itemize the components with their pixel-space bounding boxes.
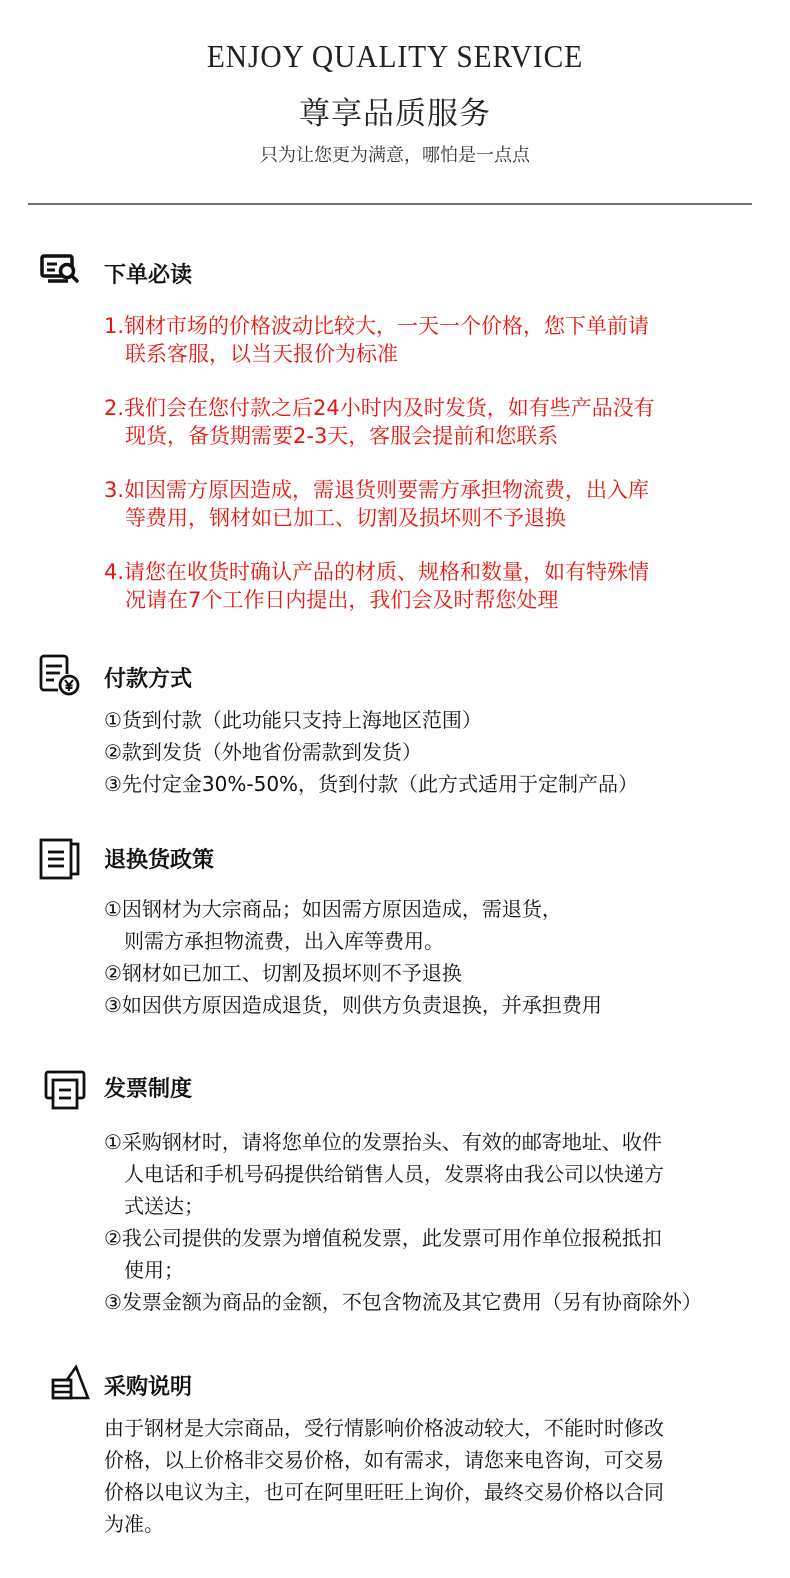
notice-item-3 (104, 476, 655, 532)
payment-option-3: ③先付定金30%-50%，货到付款（此方式适用于定制产品） (104, 772, 639, 796)
payment-option-2: ②款到发货（外地省份需款到发货） (104, 740, 422, 764)
section-title: 下单必读 (104, 263, 193, 288)
invoice-line: ③发票金额为商品的金额，不包含物流及其它费用（另有协商除外） (104, 1290, 702, 1314)
invoice-line: ②我公司提供的发票为增值税发票，此发票可用作单位报税抵扣 (104, 1226, 662, 1250)
invoice-line: 使用； (124, 1258, 184, 1282)
notice-item-2 (104, 394, 655, 450)
section-header (0, 1364, 790, 1404)
bill-yuan-icon (38, 654, 82, 698)
purchase-note-line: 由于钢材是大宗商品，受行情影响价格波动较大，不能时时修改 (104, 1416, 664, 1440)
invoice-line: 人电话和手机号码提供给销售人员，发票将由我公司以快递方 (124, 1162, 664, 1186)
notice-line: 况请在7个工作日内提出，我们会及时帮您处理 (125, 588, 559, 612)
notice-line: 3.如因需方原因造成，需退货则要需方承担物流费，出入库 (104, 478, 650, 502)
section-header (0, 1068, 790, 1108)
section-body (104, 893, 602, 1021)
section-title: 退换货政策 (104, 848, 215, 873)
notice-line: 2.我们会在您付款之后24小时内及时发货，如有些产品没有 (104, 396, 655, 420)
document-list-icon (38, 837, 82, 881)
header-title-en: ENJOY QUALITY SERVICE (206, 38, 584, 74)
purchase-note-line: 价格，以上价格非交易价格，如有需求，请您来电咨询，可交易 (104, 1448, 664, 1472)
purchase-note-line: 价格以电议为主，也可在阿里旺旺上询价，最终交易价格以合同 (104, 1480, 664, 1504)
section-body (104, 704, 638, 800)
section-title: 付款方式 (104, 667, 193, 692)
section-body (104, 1126, 702, 1318)
invoice-printer-icon (42, 1068, 86, 1112)
return-policy-line: ②钢材如已加工、切割及损坏则不予退换 (104, 961, 462, 985)
section-title: 采购说明 (104, 1375, 193, 1400)
return-policy-line: 则需方承担物流费，出入库等费用。 (124, 929, 444, 953)
section-body (104, 1412, 664, 1540)
return-policy-line: ①因钢材为大宗商品；如因需方原因造成，需退货， (104, 897, 562, 921)
header-subtitle: 只为让您更为满意，哪怕是一点点 (260, 145, 530, 166)
payment-option-1: ①货到付款（此功能只支持上海地区范围） (104, 708, 482, 732)
header-title-cn: 尊享品质服务 (299, 96, 491, 132)
notice-line: 现货，备货期需要2-3天，客服会提前和您联系 (125, 424, 559, 448)
header-divider (28, 203, 752, 205)
section-title: 发票制度 (104, 1077, 193, 1102)
monitor-search-icon (40, 254, 84, 298)
invoice-line: 式送达； (124, 1194, 204, 1218)
purchase-note-line: 为准。 (104, 1512, 164, 1536)
return-policy-line: ③如因供方原因造成退货，则供方负责退换，并承担费用 (104, 993, 602, 1017)
notice-item-4 (104, 558, 655, 614)
purchase-note-icon (50, 1364, 94, 1408)
section-header (0, 252, 790, 292)
section-header (0, 654, 790, 694)
section-header (0, 837, 790, 877)
notice-line: 4.请您在收货时确认产品的材质、规格和数量，如有特殊情 (104, 560, 650, 584)
section-body (104, 312, 655, 640)
notice-line: 等费用，钢材如已加工、切割及损坏则不予退换 (125, 506, 566, 530)
invoice-line: ①采购钢材时，请将您单位的发票抬头、有效的邮寄地址、收件 (104, 1130, 662, 1154)
notice-item-1 (104, 312, 655, 368)
notice-line: 联系客服，以当天报价为标准 (125, 342, 398, 366)
notice-line: 1.钢材市场的价格波动比较大，一天一个价格，您下单前请 (104, 314, 650, 338)
